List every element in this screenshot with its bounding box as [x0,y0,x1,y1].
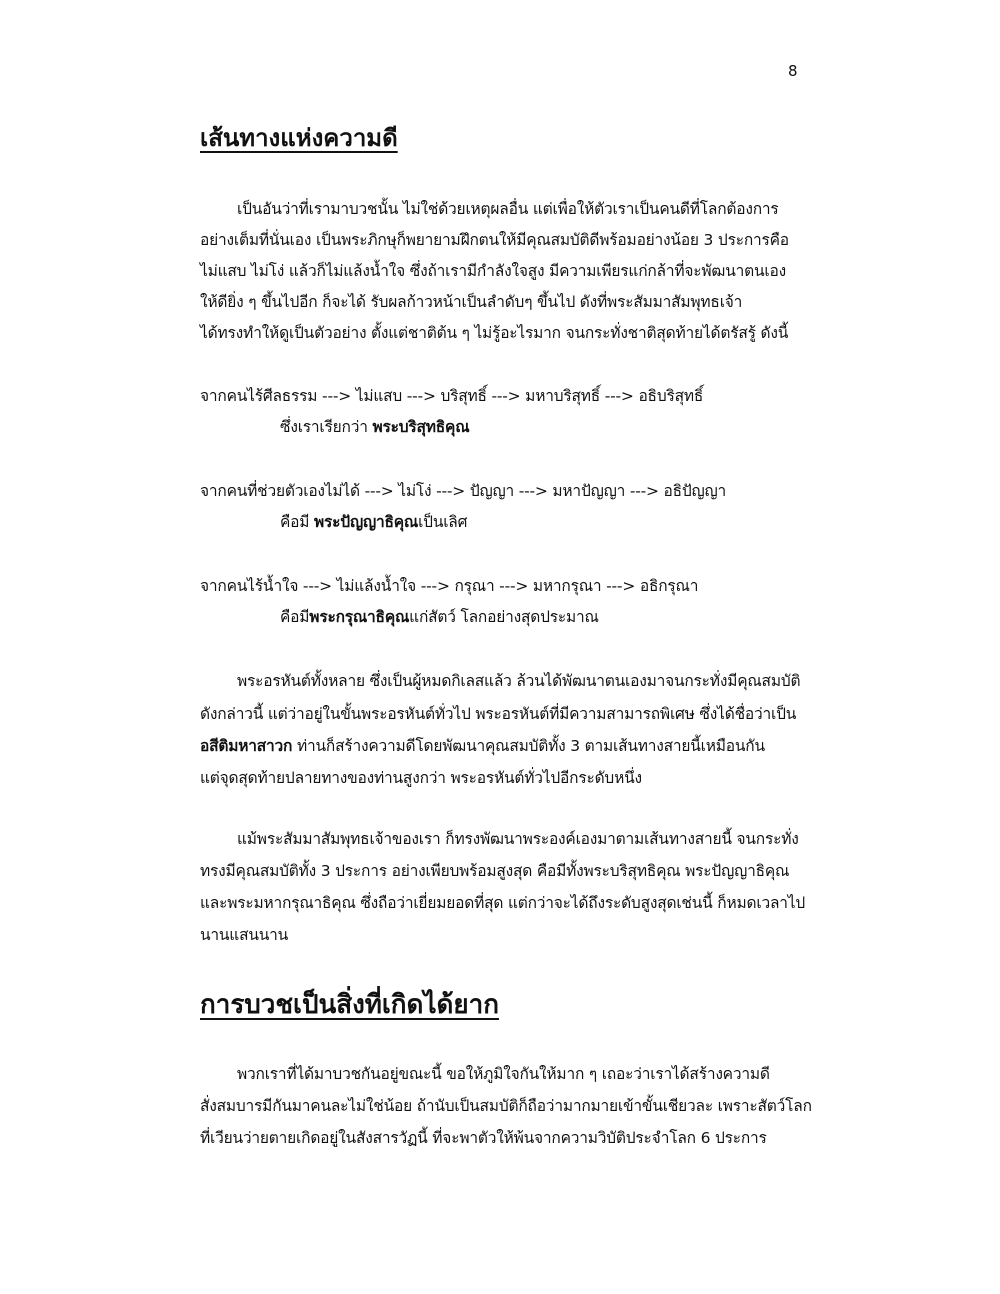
virtue-compassion: พระกรุณาธิคุณ [309,608,410,626]
paragraph-line: พระอรหันต์ทั้งหลาย ซึ่งเป็นผู้หมดกิเลสแล้ว ล้วนได้พัฒนาตนเองมาจนกระทั่งมีคุณสมบัติ [237,672,801,690]
paragraph-line: ได้ทรงทำให้ดูเป็นตัวอย่าง ตั้งแต่ชาติต้น ๆ ไม่รู้อะไรมาก จนกระทั่งชาติสุดท้ายได้ตรัสรู้ ดังนี้ [200,324,789,342]
path-compassion-result: คือมีพระกรุณาธิคุณแก่สัตว์ โลกอย่างสุดประมาณ [280,608,599,626]
paragraph-line: เป็นอันว่าที่เรามาบวชนั้น ไม่ใช่ด้วยเหตุผลอื่น แต่เพื่อให้ตัวเราเป็นคนดีที่โลกต้องการ [237,200,779,218]
section-title-path-of-goodness: เส้นทางแห่งความดี [200,124,398,152]
path-compassion-line: จากคนไร้น้ำใจ ---> ไม่แล้งน้ำใจ ---> กรุณา ---> มหากรุณา ---> อธิกรุณา [200,577,699,595]
paragraph-line: ทรงมีคุณสมบัติทั้ง 3 ประการ อย่างเพียบพร้อมสูงสุด คือมีทั้งพระบริสุทธิคุณ พระปัญญาธิคุณ [200,862,790,880]
paragraph-line: แม้พระสัมมาสัมพุทธเจ้าของเรา ก็ทรงพัฒนาพระองค์เองมาตามเส้นทางสายนี้ จนกระทั่ง [237,830,799,848]
term-asiti-mahasavaka: อสีติมหาสาวก [200,737,293,755]
path-purity-line: จากคนไร้ศีลธรรม ---> ไม่แสบ ---> บริสุทธิ์ ---> มหาบริสุทธิ์ ---> อธิบริสุทธิ์ [200,387,704,405]
page-number: 8 [788,62,798,80]
virtue-purity: พระบริสุทธิคุณ [372,418,470,436]
section-title-ordination-is-rare: การบวชเป็นสิ่งที่เกิดได้ยาก [200,990,499,1020]
paragraph-line: อสีติมหาสาวก ท่านก็สร้างความดีโดยพัฒนาคุณสมบัติทั้ง 3 ตามเส้นทางสายนี้เหมือนกัน [200,737,765,755]
paragraph-line: สั่งสมบารมีกันมาคนละไม่ใช่น้อย ถ้านับเป็นสมบัติก็ถือว่ามากมายเข้าขั้นเชียวละ เพราะสัตว์โลก [200,1097,812,1115]
virtue-wisdom: พระปัญญาธิคุณ [314,513,419,531]
paragraph-line: พวกเราที่ได้มาบวชกันอยู่ขณะนี้ ขอให้ภูมิใจกันให้มาก ๆ เถอะว่าเราได้สร้างความดี [237,1065,770,1083]
path-purity-result: ซึ่งเราเรียกว่า พระบริสุทธิคุณ [280,418,470,436]
paragraph-line: นานแสนนาน [200,926,289,944]
path-wisdom-line: จากคนที่ช่วยตัวเองไม่ได้ ---> ไม่โง่ ---> ปัญญา ---> มหาปัญญา ---> อธิปัญญา [200,482,727,500]
paragraph-line: ที่เวียนว่ายตายเกิดอยู่ในสังสารวัฏนี้ ที่จะพาตัวให้พ้นจากความวิบัติประจำโลก 6 ประการ [200,1129,767,1147]
paragraph-line: และพระมหากรุณาธิคุณ ซึ่งถือว่าเยี่ยมยอดที่สุด แต่กว่าจะได้ถึงระดับสูงสุดเช่นนี้ ก็หมดเวลาไป [200,894,805,912]
paragraph-line: ให้ดียิ่ง ๆ ขึ้นไปอีก ก็จะได้ รับผลก้าวหน้าเป็นลำดับๆ ขึ้นไป ดังที่พระสัมมาสัมพุทธเจ้า [200,293,743,311]
paragraph-line: ดังกล่าวนี้ แต่ว่าอยู่ในขั้นพระอรหันต์ทั่วไป พระอรหันต์ที่มีความสามารถพิเศษ ซึ่งได้ชื่อว่าเป็น [200,705,797,723]
paragraph-line: อย่างเต็มที่นั่นเอง เป็นพระภิกษุก็พยายามฝึกตนให้มีคุณสมบัติดีพร้อมอย่างน้อย 3 ประการคือ [200,231,789,249]
paragraph-line: แต่จุดสุดท้ายปลายทางของท่านสูงกว่า พระอรหันต์ทั่วไปอีกระดับหนึ่ง [200,769,642,787]
paragraph-line: ไม่แสบ ไม่โง่ แล้วก็ไม่แล้งน้ำใจ ซึ่งถ้าเรามีกำลังใจสูง มีความเพียรแก่กล้าที่จะพัฒนาตนเอง [200,262,786,280]
path-wisdom-result: คือมี พระปัญญาธิคุณเป็นเลิศ [280,513,468,531]
